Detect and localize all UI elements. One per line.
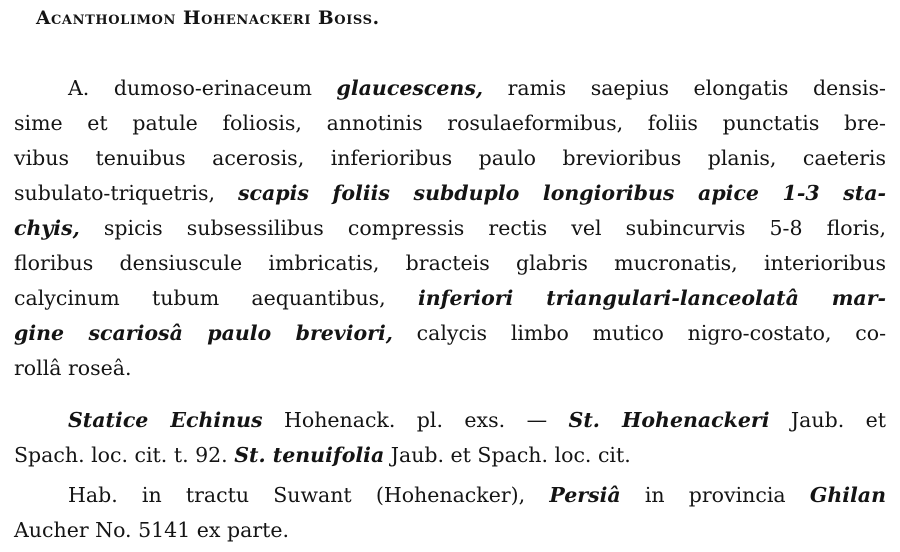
italic-run: inferiori triangulari-lanceolatâ mar- [417, 286, 887, 310]
italic-run: glaucescens, [336, 76, 484, 100]
text-line [14, 280, 886, 316]
italic-run: gine scariosâ paulo breviori, [14, 321, 393, 345]
text-line [14, 175, 886, 211]
text-line [68, 477, 886, 513]
species-heading: Acantholimon Hohenackeri Boiss. [36, 8, 380, 29]
text-run: ramis saepius elongatis densis- [483, 76, 886, 100]
text-run: A. dumoso-erinaceum [68, 76, 337, 100]
italic-run: Ghilan [809, 483, 886, 507]
text-run: calycinum tubum aequantibus, [14, 286, 418, 310]
text-run: in provincia [620, 483, 810, 507]
text-run: Spach. loc. cit. t. 92. [14, 443, 235, 467]
text-run: Jaub. et [769, 408, 887, 432]
italic-run: scapis foliis subduplo longioribus apice 1-3 sta- [237, 181, 886, 205]
italic-run: Persiâ [549, 483, 621, 507]
text-line: sime et patule foliosis, annotinis rosulaeformibus, foliis punctatis bre- [14, 111, 886, 135]
text-line [68, 402, 886, 438]
text-line [14, 315, 886, 351]
text-run: Hab. in tractu Suwant (Hohenacker), [68, 483, 550, 507]
italic-run: St. Hohenackeri [568, 408, 770, 432]
text-run: spicis subsessilibus compressis rectis vel subincurvis 5-8 floris, [79, 216, 886, 240]
text-run: calycis limbo mutico nigro-costato, co- [392, 321, 886, 345]
italic-run: St. tenuifolia [234, 443, 385, 467]
italic-run: Statice Echinus [68, 408, 263, 432]
text-line [14, 210, 886, 246]
text-run: Hohenack. pl. exs. — [262, 408, 569, 432]
text-run: Jaub. et Spach. loc. cit. [384, 443, 631, 467]
text-line [68, 70, 886, 106]
text-line: floribus densiuscule imbricatis, bracteis glabris mucronatis, interioribus [14, 251, 886, 275]
text-line [14, 437, 886, 473]
italic-run: chyis, [14, 216, 80, 240]
text-line: vibus tenuibus acerosis, inferioribus paulo brevioribus planis, caeteris [14, 146, 886, 170]
text-line: Aucher No. 5141 ex parte. [14, 518, 290, 542]
text-line: rollâ roseâ. [14, 356, 132, 380]
text-run: subulato-triquetris, [14, 181, 238, 205]
